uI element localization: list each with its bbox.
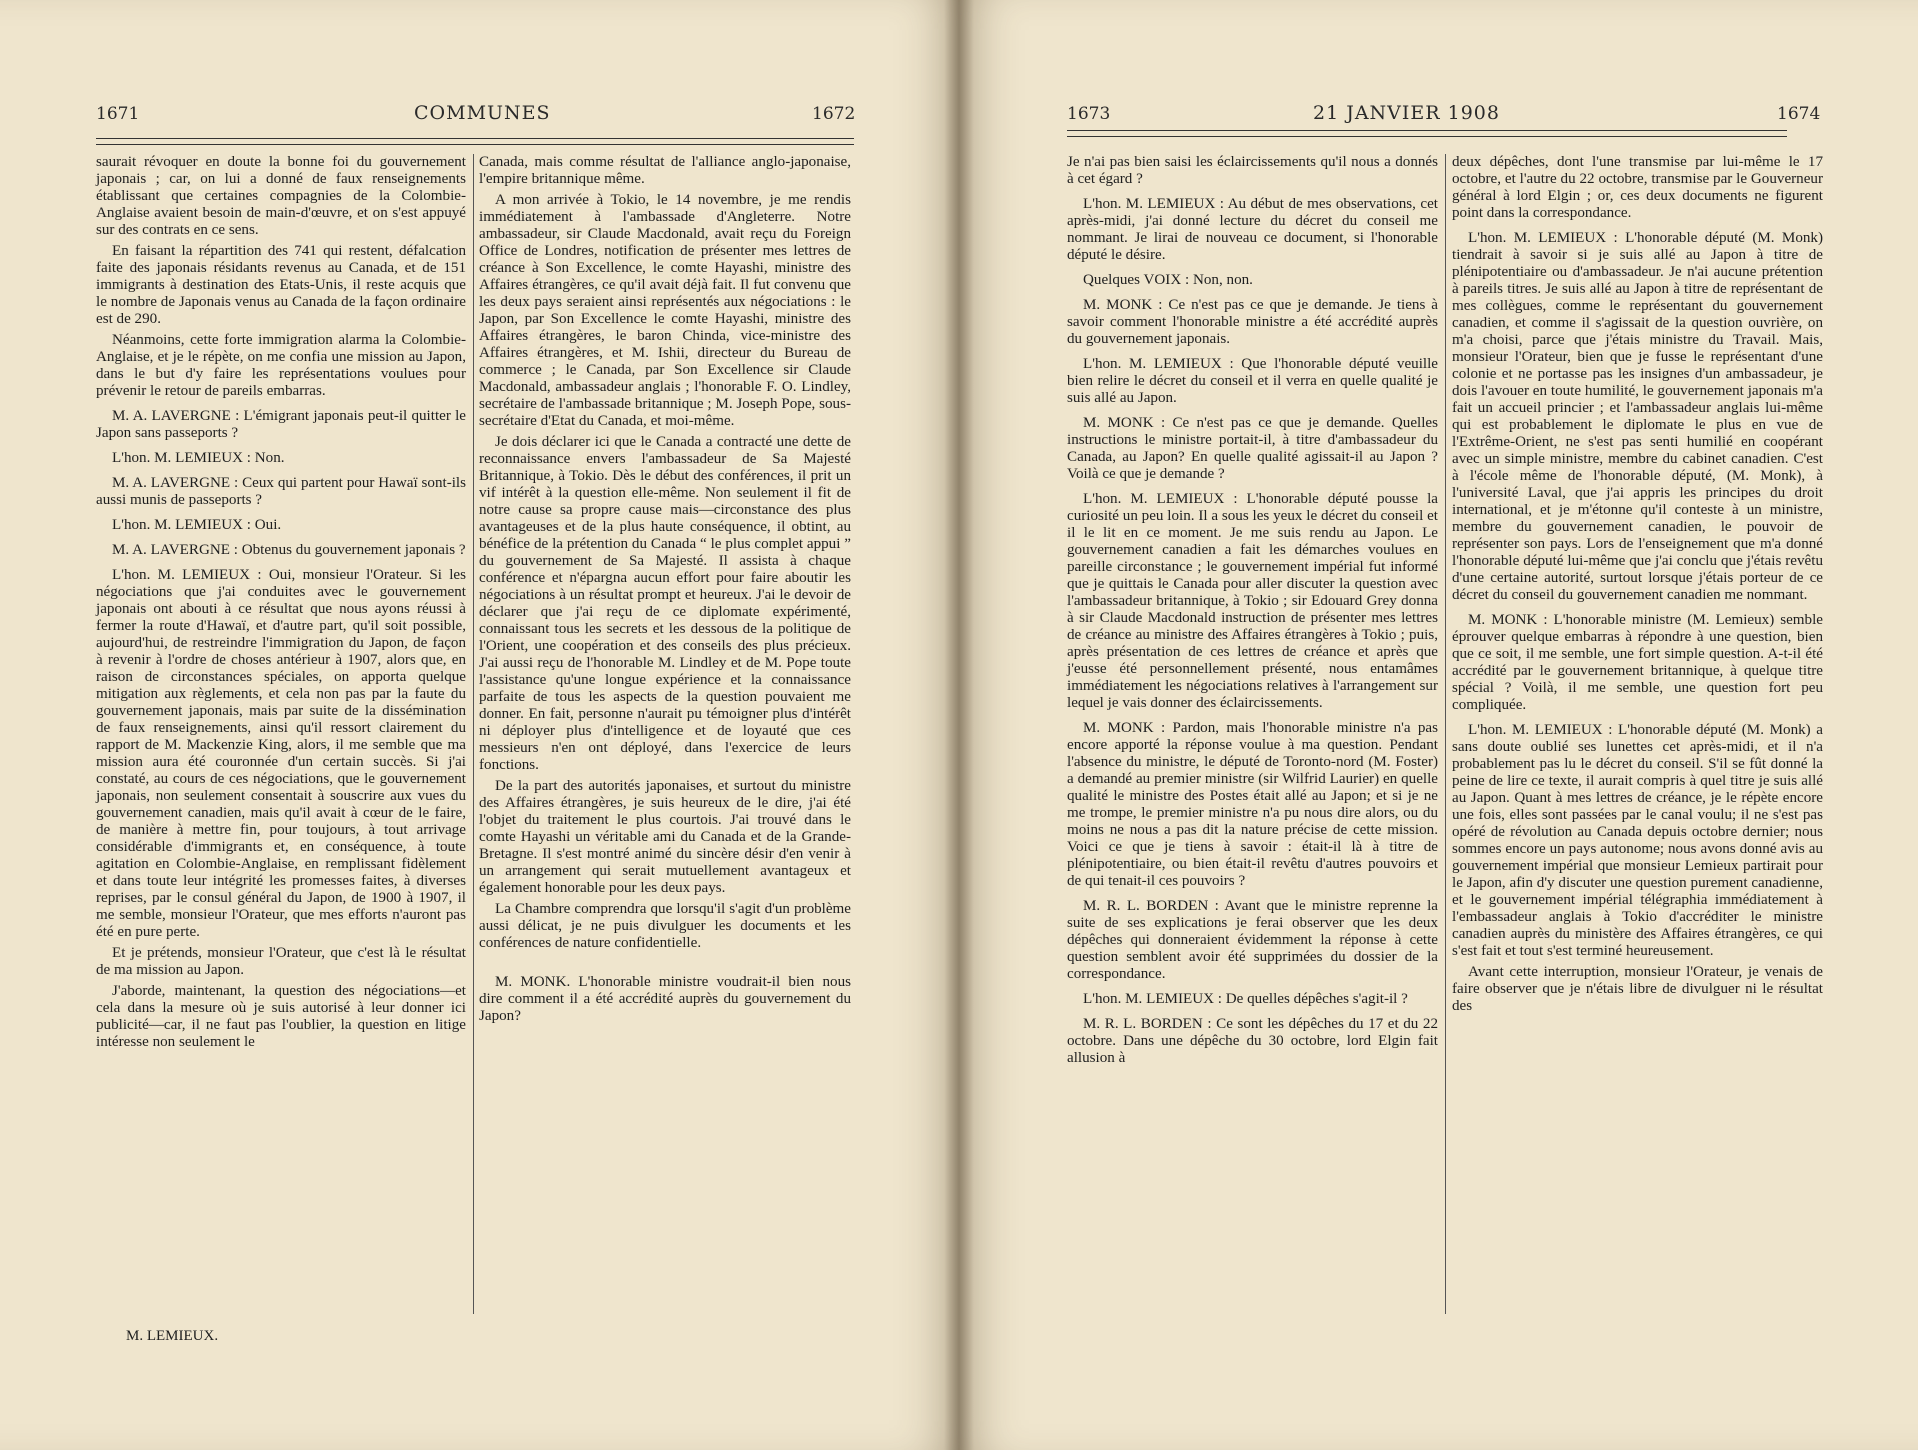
speaker-signature: M. LEMIEUX.: [126, 1328, 219, 1344]
left-page-column-1: [96, 154, 466, 1055]
paragraph: De la part des autorités japonaises, et surtout du ministre des Affaires étrangères, je suis heureux de le dire, j'ai été l'objet du traitement le plus courtois. J'ai trouvé dans le comte Hayashi un véritable ami du Canada et de la Grande-Bretagne. Il s'est montré animé du sincère désir d'en venir à un arrangement qui serait mutuellement avantageux et également honorable pour les deux pays.: [479, 778, 851, 896]
paragraph: M. MONK : Pardon, mais l'honorable ministre n'a pas encore apporté la réponse voulue à ma question. Pendant l'absence du ministre, le député de Toronto-nord (M. Foster) a demandé au premier ministre (sir Wilfrid Laurier) en quelle qualité le ministre des Postes était allé au Japon; et si je ne me trompe, le premier ministre n'a pu nous dire alors, ou du moins ne nous a pas dit la nature précise de cette mission. Voici ce que je tiens à savoir : était-il là à titre de plénipotentiaire, ou bien était-il revêtu d'autres pouvoirs et de qui tenait-il ces pouvoirs ?: [1067, 720, 1438, 889]
paragraph: Néanmoins, cette forte immigration alarma la Colombie-Anglaise, et je le répète, on me confia une mission au Japon, dans le but d'y faire les représentations voulues pour prévenir le retour de pareils embarras.: [96, 332, 466, 399]
paragraph: L'hon. M. LEMIEUX : L'honorable député pousse la curiosité un peu loin. Il a sous les yeux le décret du conseil et il le lit en ce moment. Je me suis rendu au Japon. Le gouvernement canadien a fait les démarches voulues en pareille circonstance ; le gouvernement impérial fut informé que je quittais le Canada pour aller discuter la question avec l'ambassadeur britannique, à Tokio ; sir Edouard Grey donna à sir Claude Macdonald instruction de présenter mes lettres de créance au ministre des Affaires étrangères à Tokio ; puis, après présentation de ces lettres de créance et après que j'eusse été personnellement présenté, nous entamâmes immédiatement les négociations relatives à l'arrangement sur lequel je vais donner des éclaircissements.: [1067, 491, 1438, 711]
page-number-1674: 1674: [1777, 104, 1821, 124]
paragraph: L'hon. M. LEMIEUX : L'honorable député (M. Monk) tiendrait à savoir si je suis allé au Japon à titre de plénipotentiaire ou d'ambassadeur. Je n'ai aucune prétention à pareils titres. Je suis allé au Japon à titre de représentant de mes collègues, comme le représentant du gouvernement canadien, et comme il s'agissait de la question ouvrière, on m'a choisi, parce que j'étais ministre du Travail. Mais, monsieur l'Orateur, bien que je fusse le représentant d'une colonie et ne portasse pas les insignes d'un ambassadeur, je dois l'avouer en toute humilité, le gouvernement japonais m'a fait un accueil princier ; et l'ambassadeur anglais lui-même qui est probablement le diplomate le plus en vue de l'Extrême-Orient, ne s'est pas senti humilié en coopérant avec un simple ministre, membre du cabinet canadien. C'est à l'école même de l'honorable député, (M. Monk), à l'université Laval, que j'ai appris les principes du droit international, et je m'étonne qu'il conteste à un ministre, membre du gouvernement canadien, le pouvoir de représenter son pays. Lors de l'enseignement que m'a donné l'honorable député lui-même que j'ai conclu que j'étais revêtu d'une certaine autorité, surtout lorsque j'étais porteur de ce décret du conseil du gouvernement canadien me nommant.: [1452, 230, 1823, 603]
paragraph: Je n'ai pas bien saisi les éclaircissements qu'il nous a donnés à cet égard ?: [1067, 154, 1438, 187]
paragraph: L'hon. M. LEMIEUX : Au début de mes observations, cet après-midi, j'ai donné lecture du décret du conseil me nommant. Je lirai de nouveau ce document, si l'honorable député le désire.: [1067, 196, 1438, 263]
paragraph: Avant cette interruption, monsieur l'Orateur, je venais de faire observer que je n'étais libre de divulguer ni le résultat des: [1452, 964, 1823, 1014]
paragraph: Canada, mais comme résultat de l'alliance anglo-japonaise, l'empire britannique même.: [479, 154, 851, 187]
right-page-column-1: [1067, 154, 1438, 1071]
header-rule: [1067, 130, 1787, 137]
left-page-column-2: [479, 154, 851, 1029]
paragraph: Je dois déclarer ici que le Canada a contracté une dette de reconnaissance envers l'ambassadeur de Sa Majesté Britannique, à Tokio. Dès le début des conférences, il prit un vif intérêt à la question elle-même. Non seulement il fit de notre cause sa propre cause mais—circonstance des plus avantageuses et de la plus haute conséquence, il obtint, au bénéfice de la prétention du Canada “ le plus complet appui ” du gouvernement de Sa Majesté. Il assista à chaque conférence et n'épargna aucun effort pour faire aboutir les négociations à un résultat prompt et heureux. J'ai le devoir de déclarer que j'ai reçu de ce diplomate expérimenté, connaissant tous les secrets et les dessous de la politique de l'Orient, une coopération et des conseils des plus précieux. J'ai aussi reçu de l'honorable M. Lindley et de M. Pope toute l'assistance qu'une longue expérience et la connaissance parfaite de tous les aspects de la question pouvaient me donner. En fait, personne n'aurait pu témoigner plus d'intérêt ni déployer plus d'intelligence et de loyauté que ces messieurs n'en ont déployé, dans l'exercice de leurs fonctions.: [479, 434, 851, 773]
column-divider: [473, 154, 474, 1314]
paragraph: A mon arrivée à Tokio, le 14 novembre, je me rendis immédiatement à l'ambassade d'Angleterre. Notre ambassadeur, sir Claude Macdonald, avait reçu du Foreign Office de Londres, notification de présenter mes lettres de créance à Son Excellence, le comte Hayashi, ministre des Affaires étrangères, ce qu'il avait déjà fait. Il fut convenu que les deux pays seraient ainsi représentés aux négociations : le Japon, par Son Excellence le comte Hayashi, ministre des Affaires étrangères, le baron Chinda, vice-ministre des Affaires étrangères, et M. Ishii, directeur du Bureau de commerce ; le Canada, par Son Excellence sir Claude Macdonald, ambassadeur anglais ; l'honorable F. O. Lindley, secrétaire de l'ambassade britannique ; M. Joseph Pope, sous-secrétaire d'Etat du Canada, et moi-même.: [479, 192, 851, 429]
right-page-header: [1067, 104, 1827, 130]
paragraph: M. A. LAVERGNE : Ceux qui partent pour Hawaï sont-ils aussi munis de passeports ?: [96, 475, 466, 508]
column-divider: [1445, 154, 1446, 1314]
paragraph: M. MONK : L'honorable ministre (M. Lemieux) semble éprouver quelque embarras à répondre à une question, bien que ce soit, il me semble, une fort simple question. A-t-il été accrédité par le gouvernement britannique, à quelque titre spécial ? Voilà, il me semble, une question fort peu compliquée.: [1452, 612, 1823, 713]
paragraph: L'hon. M. LEMIEUX : L'honorable député (M. Monk) a sans doute oublié ses lunettes cet après-midi, et il n'a probablement pas lu le décret du conseil. S'il se fût donné la peine de lire ce texte, il aurait compris à quel titre je suis allé au Japon. Quant à mes lettres de créance, je le répète encore une fois, elles sont passées par le canal voulu; il ne s'est pas opéré de révolution au Canada depuis octobre dernier; nous sommes encore un pays autonome; nous avons donné avis au gouvernement impérial que monsieur Lemieux partirait pour le Japon, afin d'y discuter une question purement canadienne, et le gouvernement impérial télégraphia immédiatement à l'embassadeur anglais à Tokio d'accréditer le ministre canadien auprès du ministère des Affaires étrangères, ce qui s'est fait et tout s'est terminé heureusement.: [1452, 722, 1823, 959]
paragraph: M. MONK : Ce n'est pas ce que je demande. Je tiens à savoir comment l'honorable ministre a été accrédité auprès du gouvernement japonais.: [1067, 297, 1438, 347]
paragraph: M. MONK. L'honorable ministre voudrait-il bien nous dire comment il a été accrédité auprès du gouvernement du Japon?: [479, 974, 851, 1024]
paragraph: L'hon. M. LEMIEUX : Oui.: [112, 517, 282, 533]
paragraph: M. A. LAVERGNE : L'émigrant japonais peut-il quitter le Japon sans passeports ?: [96, 408, 466, 441]
page-number-1673: 1673: [1067, 104, 1111, 124]
running-title: COMMUNES: [414, 102, 551, 124]
paragraph: Quelques VOIX : Non, non.: [1083, 272, 1253, 288]
paragraph: L'hon. M. LEMIEUX : Que l'honorable député veuille bien relire le décret du conseil et il verra en quelle qualité je suis allé au Japon.: [1067, 356, 1438, 406]
paragraph: L'hon. M. LEMIEUX : De quelles dépêches s'agit-il ?: [1083, 991, 1408, 1007]
paragraph: M. R. L. BORDEN : Avant que le ministre reprenne la suite de ses explications je ferai observer que les deux dépêches qui donneraient évidemment la réponse à cette question semblent avoir été supprimées du dossier de la correspondance.: [1067, 898, 1438, 982]
paragraph: Et je prétends, monsieur l'Orateur, que c'est là le résultat de ma mission au Japon.: [96, 945, 466, 978]
page-number-1672: 1672: [812, 104, 856, 124]
paragraph: L'hon. M. LEMIEUX : Oui, monsieur l'Orateur. Si les négociations que j'ai conduites avec le gouvernement japonais ont abouti à ce résultat que nous ayons réussi à fermer la route d'Hawaï, et d'autre part, qu'il soit possible, aujourd'hui, de restreindre l'immigration du Japon, de façon à revenir à l'ordre de choses antérieur à 1907, alors que, en raison de circonstances spéciales, on apporta quelque mitigation aux règlements, et cela non pas par la faute du gouvernement japonais, mais par suite de la dissémination de faux renseignements, ainsi qu'il ressort clairement du rapport de M. Mackenzie King, alors, il me semble que ma mission aura été couronnée d'un certain succès. Si j'ai constaté, au cours de ces négociations, que le gouvernement japonais, non seulement consentait à souscrire aux vues du gouvernement canadien, mais qu'il avait à cœur de le faire, de manière à mettre fin, pour toujours, à tout arrivage considérable d'immigrants et, en conséquence, à toute agitation en Colombie-Anglaise, en remplissant fidèlement et dans toute leur intégrité les promesses faites, à diverses reprises, par le consul général du Japon, de 1900 à 1907, il me semble, monsieur l'Orateur, que mes efforts n'auront pas été en pure perte.: [96, 567, 466, 940]
paragraph: M. A. LAVERGNE : Obtenus du gouvernement japonais ?: [112, 542, 466, 558]
paragraph: La Chambre comprendra que lorsqu'il s'agit d'un problème aussi délicat, je ne puis divulguer les documents et les conférences de nature confidentielle.: [479, 901, 851, 951]
paragraph: En faisant la répartition des 741 qui restent, défalcation faite des japonais résidants revenus au Canada, et de 151 immigrants à destination des Etats-Unis, il reste acquis que le nombre de Japonais venus au Canada de la façon ordinaire est de 290.: [96, 243, 466, 327]
right-page-column-2: [1452, 154, 1823, 1019]
left-page-header: [96, 104, 856, 130]
header-rule: [96, 138, 854, 145]
right-page: [959, 0, 1918, 1450]
paragraph: deux dépêches, dont l'une transmise par lui-même le 17 octobre, et l'autre du 22 octobre, transmise par le Gouverneur général à lord Elgin ; or, ces deux documents ne figurent point dans la correspondance.: [1452, 154, 1823, 221]
paragraph: M. R. L. BORDEN : Ce sont les dépêches du 17 et du 22 octobre. Dans une dépêche du 30 octobre, lord Elgin fait allusion à: [1067, 1016, 1438, 1066]
paragraph: L'hon. M. LEMIEUX : Non.: [112, 450, 285, 466]
running-date-title: 21 JANVIER 1908: [1313, 102, 1500, 124]
paragraph: M. MONK : Ce n'est pas ce que je demande. Quelles instructions le ministre portait-il, à titre d'ambassadeur du Canada, au Japon? En quelle qualité agissait-il au Japon ? Voilà ce que je demande ?: [1067, 415, 1438, 482]
page-number-1671: 1671: [96, 104, 140, 124]
paragraph: saurait révoquer en doute la bonne foi du gouvernement japonais ; car, on lui a donné de faux renseignements établissant que certaines compagnies de la Colombie-Anglaise avaient besoin de main-d'œuvre, et on s'est appuyé sur des contrats en ce sens.: [96, 154, 466, 238]
paragraph: J'aborde, maintenant, la question des négociations—et cela dans la mesure où je suis autorisé à leur donner ici publicité—car, il ne faut pas l'oublier, la question en litige intéresse non seulement le: [96, 983, 466, 1050]
